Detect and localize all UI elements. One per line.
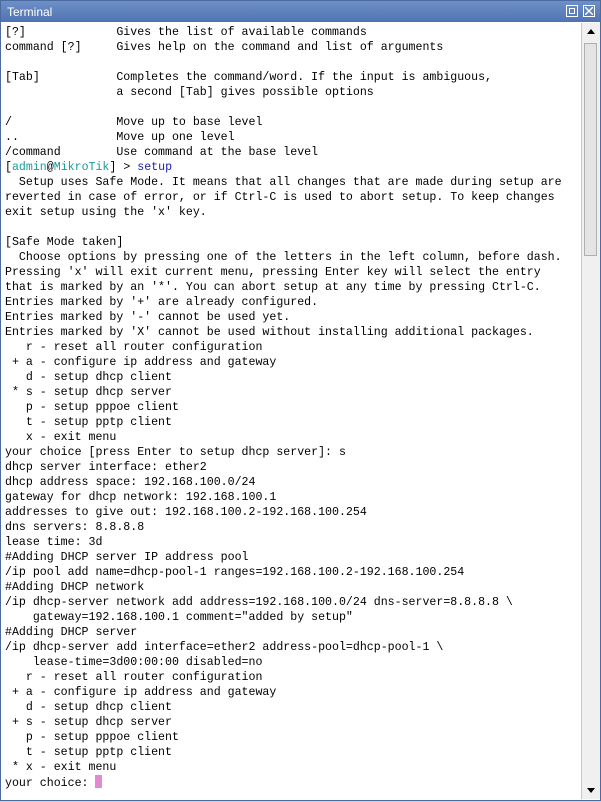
terminal-line: + a - configure ip address and gateway: [5, 686, 277, 699]
window-title: Terminal: [7, 5, 53, 19]
terminal-line: /ip dhcp-server add interface=ether2 address-pool=dhcp-pool-1 \: [5, 641, 444, 654]
terminal-line: t - setup pptp client: [5, 416, 172, 429]
prompt-line: [admin@MikroTik] > setup: [5, 161, 173, 174]
terminal-line: dhcp server interface: ether2: [5, 461, 207, 474]
terminal-line: Choose options by pressing one of the letters in the left column, before dash.: [5, 251, 562, 264]
terminal-line: #Adding DHCP server IP address pool: [5, 551, 249, 564]
terminal-line: [5, 55, 579, 70]
terminal-line: /ip pool add name=dhcp-pool-1 ranges=192.168.100.2-192.168.100.254: [5, 566, 465, 579]
terminal-line: * s - setup dhcp server: [5, 386, 172, 399]
terminal-line: /command Use command at the base level: [5, 146, 319, 159]
terminal-line: + s - setup dhcp server: [5, 716, 172, 729]
terminal-line: command [?] Gives help on the command and list of arguments: [5, 41, 444, 54]
terminal-line: your choice [press Enter to setup dhcp server]: s: [5, 446, 346, 459]
terminal-line: #Adding DHCP server: [5, 626, 138, 639]
terminal-line: lease-time=3d00:00:00 disabled=no: [5, 656, 263, 669]
terminal-line: gateway=192.168.100.1 comment="added by setup": [5, 611, 353, 624]
arrow-up-icon: [584, 25, 598, 39]
terminal-line: / Move up to base level: [5, 116, 263, 129]
terminal-line: p - setup pppoe client: [5, 401, 179, 414]
terminal-line: Entries marked by '+' are already configured.: [5, 296, 319, 309]
terminal-line: [?] Gives the list of available commands: [5, 26, 367, 39]
terminal-line: reverted in case of error, or if Ctrl-C is used to abort setup. To keep changes: [5, 191, 555, 204]
terminal-line: t - setup pptp client: [5, 746, 172, 759]
terminal-line: Setup uses Safe Mode. It means that all changes that are made during setup are: [5, 176, 562, 189]
terminal-line: [5, 100, 579, 115]
input-prompt: your choice:: [5, 777, 96, 790]
terminal-line: exit setup using the 'x' key.: [5, 206, 207, 219]
prompt-command: setup: [137, 161, 173, 174]
title-bar[interactable]: [1, 1, 600, 22]
terminal-line: r - reset all router configuration: [5, 341, 263, 354]
terminal-line: x - exit menu: [5, 431, 117, 444]
scroll-up-button[interactable]: [584, 25, 598, 39]
terminal-line: [5, 220, 579, 235]
vertical-scrollbar[interactable]: [581, 23, 600, 799]
terminal-line: dns servers: 8.8.8.8: [5, 521, 145, 534]
close-button[interactable]: [583, 5, 595, 17]
prompt-host: MikroTik: [53, 161, 110, 174]
scroll-thumb[interactable]: [584, 43, 597, 256]
terminal-line: /ip dhcp-server network add address=192.168.100.0/24 dns-server=8.8.8.8 \: [5, 596, 513, 609]
terminal-line: [Tab] Completes the command/word. If the input is ambiguous,: [5, 71, 493, 84]
terminal-line: * x - exit menu: [5, 761, 117, 774]
terminal-line: Entries marked by '-' cannot be used yet.: [5, 311, 291, 324]
text-cursor: [95, 775, 102, 788]
terminal-line: p - setup pppoe client: [5, 731, 179, 744]
terminal-line: dhcp address space: 192.168.100.0/24: [5, 476, 256, 489]
terminal-line: lease time: 3d: [5, 536, 103, 549]
prompt-user: admin: [11, 161, 47, 174]
terminal-line: #Adding DHCP network: [5, 581, 145, 594]
input-line[interactable]: [5, 775, 579, 790]
terminal-line: r - reset all router configuration: [5, 671, 263, 684]
terminal-line: that is marked by an '*'. You can abort setup at any time by pressing Ctrl-C.: [5, 281, 541, 294]
scroll-down-button[interactable]: [584, 783, 598, 797]
terminal-line: d - setup dhcp client: [5, 701, 172, 714]
terminal-output[interactable]: [5, 25, 579, 797]
terminal-line: + a - configure ip address and gateway: [5, 356, 277, 369]
terminal-line: [Safe Mode taken]: [5, 236, 124, 249]
terminal-line: d - setup dhcp client: [5, 371, 172, 384]
terminal-line: Pressing 'x' will exit current menu, pressing Enter key will select the entry: [5, 266, 541, 279]
terminal-line: .. Move up one level: [5, 131, 235, 144]
arrow-down-icon: [584, 783, 598, 797]
terminal-line: gateway for dhcp network: 192.168.100.1: [5, 491, 277, 504]
terminal-line: Entries marked by 'X' cannot be used without installing additional packages.: [5, 326, 534, 339]
close-icon: [585, 7, 593, 15]
maximize-button[interactable]: [566, 5, 578, 17]
terminal-line: a second [Tab] gives possible options: [5, 86, 374, 99]
terminal-line: addresses to give out: 192.168.100.2-192.168.100.254: [5, 506, 367, 519]
